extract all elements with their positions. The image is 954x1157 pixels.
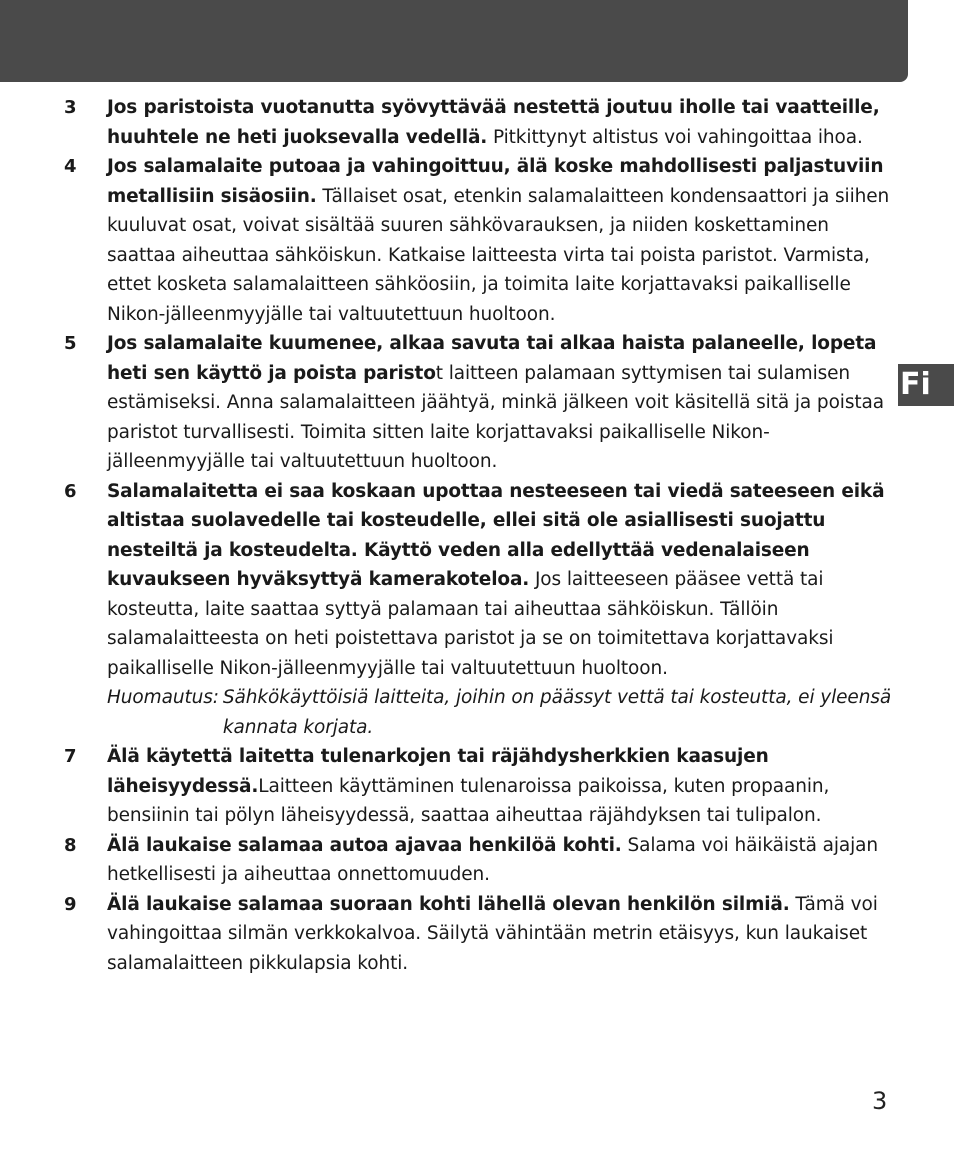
instruction-item-6 (64, 477, 894, 743)
item-number: 7 (64, 746, 77, 767)
header-bar (0, 0, 908, 82)
language-tab-fi: Fi (898, 364, 954, 406)
item-text (107, 742, 894, 831)
item-bold-text: Jos salamalaite kuumenee, alkaa savuta tai alkaa haista palaneelle, lopeta heti sen käyttö ja poista paristo (107, 333, 877, 384)
instruction-item-9 (64, 890, 894, 979)
instruction-item-8 (64, 831, 894, 890)
item-number: 5 (64, 333, 77, 354)
item-text (107, 831, 894, 890)
item-number: 9 (64, 893, 77, 915)
item-normal-text: Tällaiset osat, etenkin salamalaitteen kondensaattori ja siihen kuuluvat osat, voivat sisältää suuren sähkövarauksen, ja niiden koskettaminen saattaa aiheuttaa sähköiskun. Katkaise laitteesta virta tai poista paristot. Varmista, ettet kosketa salamalaitteen sähköosiin, ja toimita laite korjattavaksi paikalliselle Nikon-jälleenmyyjälle tai valtuutettuun huoltoon. (107, 185, 890, 325)
item-bold-text: Jos salamalaite putoaa ja vahingoittuu, älä koske mahdollisesti paljastuviin metallisiin sisäosiin. (107, 156, 884, 207)
instruction-item-7 (64, 742, 894, 831)
note-text: Sähkökäyttöisiä laitteita, joihin on päässyt vettä tai kosteutta, ei yleensä kannata korjata. (222, 687, 892, 738)
item-bold-text: Älä käytettä laitetta tulenarkojen tai räjähdysherkkien kaasujen läheisyydessä. (107, 746, 769, 797)
item-bold-text: Älä laukaise salamaa suoraan kohti lähellä olevan henkilön silmiä. (107, 893, 790, 915)
page-number: 3 (872, 1087, 888, 1115)
instruction-item-4 (64, 152, 894, 329)
item-text (107, 477, 894, 743)
item-number: 4 (64, 156, 77, 177)
item-text (107, 890, 894, 979)
safety-instructions (64, 93, 894, 978)
instruction-item-5 (64, 329, 894, 477)
item-normal-text: Laitteen käyttäminen tulenaroissa paikoissa, kuten propaanin, bensiinin tai pölyn läheisyydessä, saattaa aiheuttaa räjähdyksen tai tulipalon. (107, 775, 830, 826)
item-bold-text: Jos paristoista vuotanutta syövyttävää nestettä joutuu iholle tai vaatteille, huuhtele ne heti juoksevalla vedellä. (107, 97, 880, 148)
item-bold-text: Salamalaitetta ei saa koskaan upottaa nesteeseen tai viedä sateeseen eikä altistaa suolavedelle tai kosteudelle, ellei sitä ole asiallisesti suojattu nesteiltä ja kosteudelta. Käyttö veden alla edellyttää vedenalaiseen kuvaukseen hyväksyttyä kamerakoteloa. (107, 480, 885, 590)
item-number: 3 (64, 97, 77, 118)
instruction-item-3 (64, 93, 894, 152)
note-label: Huomautus: (107, 687, 219, 708)
item-bold-text: Älä laukaise salamaa autoa ajavaa henkilöä kohti. (107, 834, 622, 856)
item-normal-text: Jos laitteeseen pääsee vettä tai kosteutta, laite saattaa syttyä palamaan tai aiheuttaa sähköiskun. Tällöin salamalaitteesta on heti poistettava paristot ja se on toimitettava korjattavaksi paikalliselle Nikon-jälleenmyyjälle tai valtuutettuun huoltoon. (107, 569, 834, 679)
item-normal-text: Pitkittynyt altistus voi vahingoittaa ihoa. (487, 126, 863, 148)
item-number: 8 (64, 834, 77, 856)
note (107, 683, 894, 742)
item-normal-text: Salama voi häikäistä ajajan hetkellisesti ja aiheuttaa onnettomuuden. (107, 834, 879, 885)
item-normal-text: Tämä voi vahingoittaa silmän verkkokalvoa. Säilytä vähintään metrin etäisyys, kun laukaiset salamalaitteen pikkulapsia kohti. (107, 893, 878, 974)
item-text (107, 152, 894, 329)
item-normal-text: t laitteen palamaan syttymisen tai sulamisen estämiseksi. Anna salamalaitteen jäähtyä, minkä jälkeen voit käsitellä sitä ja poistaa paristot turvallisesti. Toimita sitten laite korjattavaksi paikalliselle Nikon-jälleenmyyjälle tai valtuutettuun huoltoon. (107, 362, 884, 472)
item-text (107, 93, 894, 152)
item-number: 6 (64, 480, 77, 502)
item-text (107, 329, 894, 477)
